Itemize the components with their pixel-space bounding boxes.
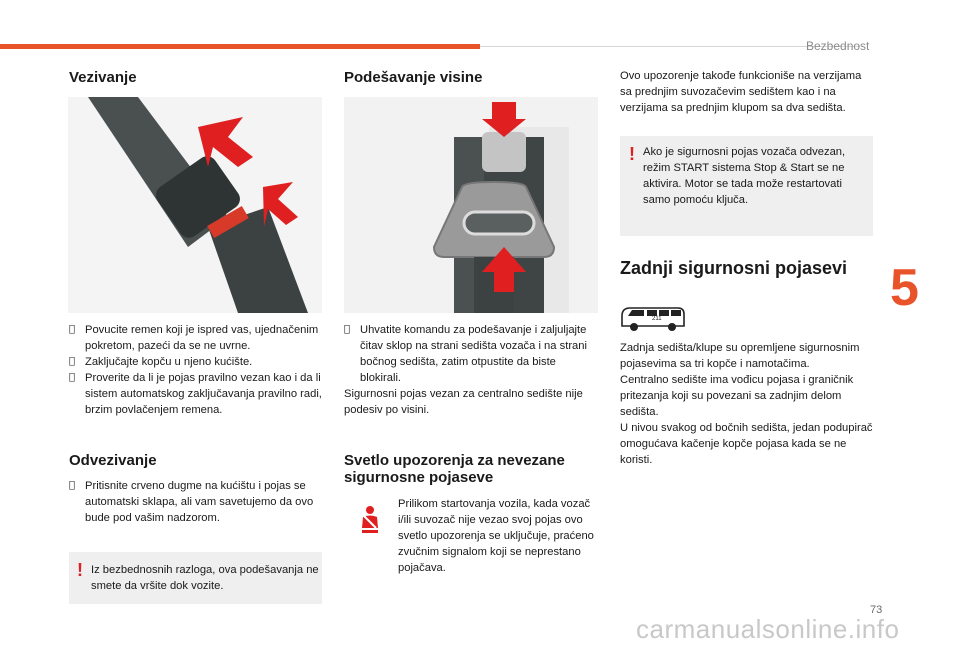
height-adjuster-icon [344,97,598,313]
lamp-description: Prilikom startovanja vozila, kada vozač i/ili suvozač nije vezao svoj pojas ovo svetlo upozorenja se uključuje, praćeno zvučnim signalom koji se neprestano pojačava. [398,498,594,574]
warning-text: Iz bezbednosnih razloga, ova podešavanja ne smete da vršite dok vozite. [91,564,319,592]
seatbelt-buckle-icon [68,97,322,313]
heading-odvezivanje: Odvezivanje [69,452,157,469]
list-item: Zaključajte kopču u njeno kućište. [85,356,253,368]
van-seat-label: 211 [652,316,662,322]
page-number: 73 [870,604,883,616]
warning-text: Ako je sigurnosni pojas vozača odvezan, režim START sistema Stop & Start se ne aktivira. Motor se tada može restartovati samo pomoću ključa. [643,146,846,206]
buckle-illustration [68,97,322,313]
list-item: Uhvatite komandu za podešavanje i zaljuljajte čitav sklop na strani sedišta vozača i na strani bočnog sedišta, zatim otpustite da biste blokirali. [360,324,587,384]
list-item: Pritisnite crveno dugme na kućištu i pojas se automatski sklapa, ali vam savetujemo da ovo bude pod vašim nadzorom. [85,480,314,524]
vezivanje-bullets [69,322,329,418]
paragraph: Centralno sedište ima vođicu pojasa i graničnik pritezanja koji su povezani sa zadnjim delom sedišta. [620,374,854,418]
heading-svetlo-upozorenja: Svetlo upozorenja za nevezane sigurnosne pojaseve [344,452,565,486]
heading-zadnji-pojasevi: Zadnji sigurnosni pojasevi [620,258,848,278]
paragraph: Zadnja sedišta/klupe su opremljene sigurnosnim pojasevima sa tri kopče i namotačima. [620,342,860,370]
chapter-number: 5 [890,259,919,317]
paragraph: U nivou svakog od bočnih sedišta, jedan podupirač omogućava kačenje kopče pojasa kada se ne koristi. [620,422,873,466]
podesavanje-bullets [344,322,598,418]
note-text: Sigurnosni pojas vezan za centralno sedište nije podesiv po visini. [344,388,583,416]
seatbelt-warning-lamp-icon [354,504,386,536]
warning-box [69,552,322,604]
section-title: Bezbednost [806,39,870,53]
intro-text: Ovo upozorenje takođe funkcioniše na verzijama sa prednjim suvozačevim sedištem kao i na verzijama sa prednjim klupom sa dva sedišta. [620,70,862,114]
header-accent-bar [0,44,480,49]
header-rule [480,46,860,47]
odvezivanje-bullets [69,478,329,526]
warning-box-stop-start [620,136,873,236]
exclamation-icon: ! [77,560,83,580]
list-item: Povucite remen koji je ispred vas, ujednačenim pokretom, pazeći da se ne uvrne. [85,324,319,352]
exclamation-icon: ! [629,144,635,164]
heading-podesavanje-visine: Podešavanje visine [344,69,483,86]
zadnji-pojasevi-text [620,340,876,468]
height-adjust-illustration [344,97,598,313]
van-icon [620,304,686,334]
list-item: Proverite da li je pojas pravilno vezan kao i da li sistem automatskog zaključavanja pravilno radi, brzim povlačenjem remena. [85,372,322,416]
watermark: carmanualsonline.info [636,614,900,644]
heading-vezivanje: Vezivanje [69,69,137,86]
